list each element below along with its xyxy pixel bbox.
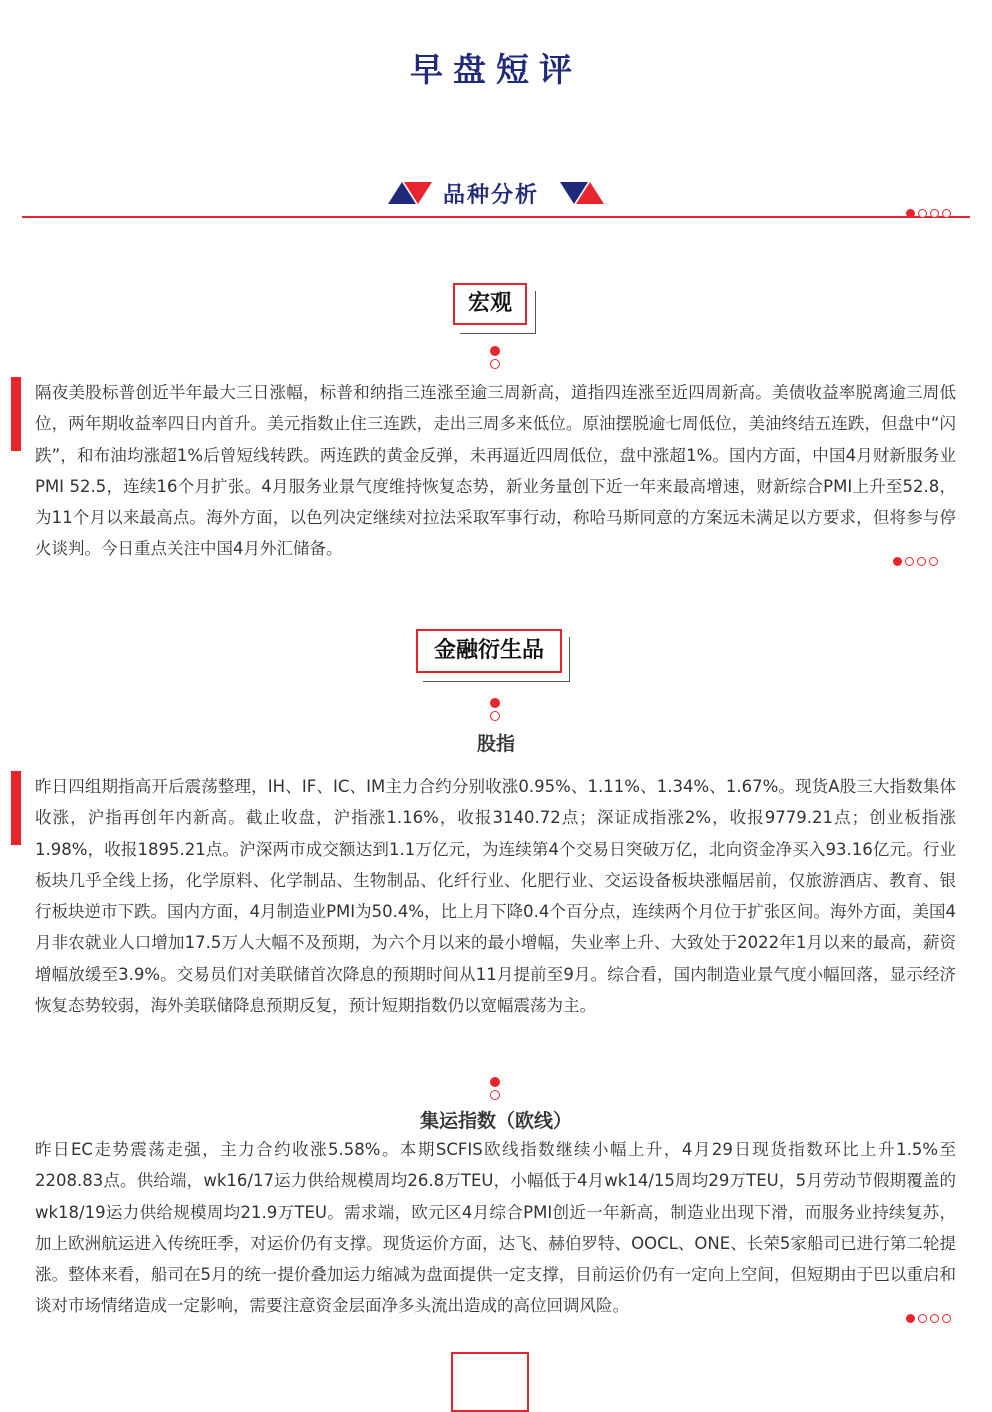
vertical-dots-icon xyxy=(490,1077,500,1100)
macro-paragraph: 隔夜美股标普创近半年最大三日涨幅，标普和纳指三连涨至逾三周新高，道指四连涨至近四周新高。美债收益率脱离逾三周低位，两年期收益率四日内首升。美元指数止住三连跌，走出三周多来低位。原油摆脱逾七周低位，美油终结五连跌，但盘中“闪跌”，和布油均涨超1%后曾短线转跌。两连跌的黄金反弹，未再逼近四周低位，盘中涨超1%。国内方面，中国4月财新服务业PMI 52.5，连续16个月扩张。4月服务业景气度维持恢复态势，新业务量创下近一年来最高增速，财新综合PMI上升至52.8，为11个月以来最高点。海外方面，以色列决定继续对拉法采取军事行动，称哈马斯同意的方案远未满足以方要求，但将参与停火谈判。今日重点关注中国4月外汇储备。 xyxy=(35,383,956,559)
end-dots-icon xyxy=(893,557,938,566)
finance-title: 金融衍生品 xyxy=(416,629,562,673)
next-section-box xyxy=(451,1352,529,1412)
section-banner-title: 品种分析 xyxy=(443,183,540,208)
section-divider xyxy=(22,216,970,218)
container-index-title: 集运指数（欧线） xyxy=(419,1110,572,1132)
stock-index-title: 股指 xyxy=(476,733,515,755)
triangle-right-icon xyxy=(560,182,604,204)
container-index-paragraph: 昨日EC走势震荡走强，主力合约收涨5.58%。本期SCFIS欧线指数继续小幅上升，4月29日现货指数环比上升1.5%至2208.83点。供给端，wk16/17运力供给规模周均26.8万TEU，小幅低于4月wk14/15周均29万TEU，5月劳动节假期覆盖的wk18/19运力供给规模周均21.9万TEU。需求端，欧元区4月综合PMI创近一年新高，制造业出现下滑，而服务业持续复苏，加上欧洲航运进入传统旺季，对运价仍有支撑。现货运价方面，达飞、赫伯罗特、OOCL、ONE、长荣5家船司已进行第二轮提涨。整体来看，船司在5月的统一提价叠加运力缩减为盘面提供一定支撑，目前运价仍有一定向上空间，但短期由于巴以重启和谈对市场情绪造成一定影响，需要注意资金层面净多头流出造成的高位回调风险。 xyxy=(35,1140,956,1316)
end-dots-icon xyxy=(906,1314,951,1323)
vertical-dots-icon xyxy=(490,346,500,369)
page-title: 早盘短评 xyxy=(410,50,582,89)
section-banner xyxy=(0,176,992,210)
stock-index-paragraph: 昨日四组期指高开后震荡整理，IH、IF、IC、IM主力合约分别收涨0.95%、1.11%、1.34%、1.67%。现货A股三大指数集体收涨，沪指再创年内新高。截止收盘，沪指涨1.16%，收报3140.72点；深证成指涨2%，收报9779.21点；创业板指涨1.98%，收报1895.21点。沪深两市成交额达到1.1万亿元，为连续第4个交易日突破万亿，北向资金净买入93.16亿元。行业板块几乎全线上扬，化学原料、化学制品、生物制品、化纤行业、化肥行业、交运设备板块涨幅居前，仅旅游酒店、教育、银行板块逆市下跌。国内方面，4月制造业PMI为50.4%，比上月下降0.4个百分点，连续两个月位于扩张区间。海外方面，美国4月非农就业人口增加17.5万人大幅不及预期，为六个月以来的最小增幅，失业率上升、大致处于2022年1月以来的最高，薪资增幅放缓至3.9%。交易员们对美联储首次降息的预期时间从11月提前至9月。综合看，国内制造业景气度小幅回落，显示经济恢复态势较弱，海外美联储降息预期反复，预计短期指数仍以宽幅震荡为主。 xyxy=(35,777,956,1016)
paragraph-marker xyxy=(11,377,21,451)
paragraph-marker xyxy=(11,771,21,845)
vertical-dots-icon xyxy=(490,698,500,721)
macro-title: 宏观 xyxy=(453,283,527,325)
triangle-left-icon xyxy=(388,182,432,204)
divider-dots-icon xyxy=(906,209,951,218)
